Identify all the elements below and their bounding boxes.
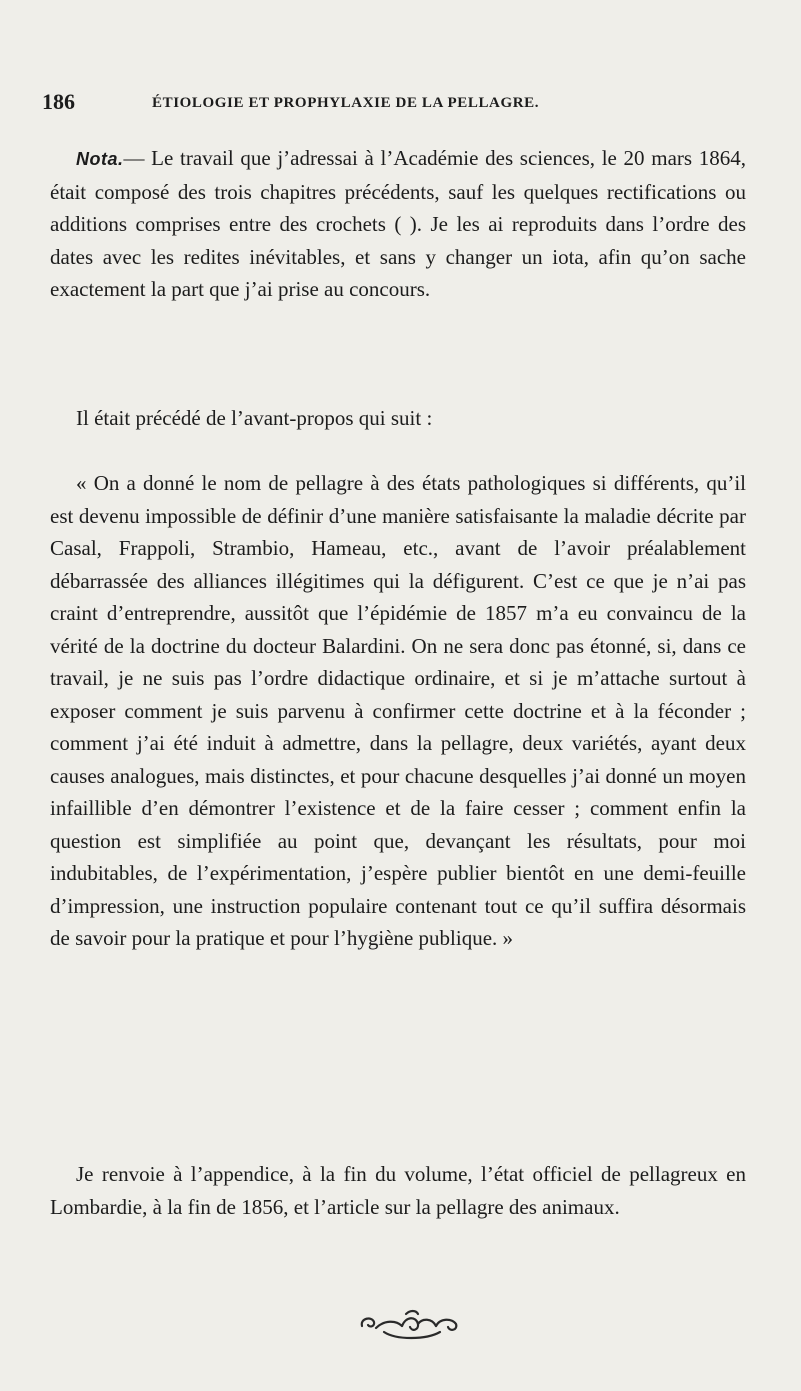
page-header [42,90,762,118]
foreword-paragraph: « On a donné le nom de pellagre à des états pathologiques si différents, qu’il est devenu impossible de définir d’une manière satisfaisante la maladie décrite par Casal, Frappoli, Strambio, Hameau, etc., avant de l’avoir préalablement débarrassée des alliances illégitimes qui la défigurent. C’est ce que je n’ai pas craint d’entreprendre, aussitôt que l’épidémie de 1857 m’a eu convaincu de la vérité de la doctrine du docteur Balardini. On ne sera donc pas étonné, si, dans ce travail, je ne suis pas l’ordre didactique ordinaire, et si je m’attache surtout à exposer comment je suis parvenu à confirmer cette doctrine et à la féconder ; comment j’ai été induit à admettre, dans la pellagre, deux variétés, ayant deux causes analogues, mais distinctes, et pour chacune desquelles j’ai donné un moyen infaillible d’en démontrer l’existence et de la faire cesser ; comment enfin la question est simplifiée au point que, devançant les résultats, pour moi indubitables, de l’expérimentation, j’espère publier bientôt en une demi-feuille d’impression, une instruction populaire contenant tout ce qu’il suffira désormais de savoir pour la pratique et pour l’hygiène publique. » [50,471,746,950]
nota-text: — Le travail que j’adressai à l’Académie des sciences, le 20 mars 1864, était composé des trois chapitres précédents, sauf les quelques rectifications ou additions comprises entre des crochets ( ). Je les ai reproduits dans l’ordre des dates avec les redites inévitables, et sans y changer un iota, afin qu’on sache exactement la part que j’ai prise au concours. [50,146,746,301]
fleuron-tailpiece-icon [356,1308,466,1342]
nota-label: Nota. [76,149,124,169]
appendix-paragraph: Je renvoie à l’appendice, à la fin du volume, l’état officiel de pellagreux en Lombardie, à la fin de 1856, et l’article sur la pellagre des animaux. [50,1162,746,1219]
nota-paragraph [50,142,746,306]
running-head: ÉTIOLOGIE ET PROPHYLAXIE DE LA PELLAGRE. [152,95,540,111]
intro-line: Il était précédé de l’avant-propos qui suit : [76,406,433,430]
page-number: 186 [42,89,75,114]
